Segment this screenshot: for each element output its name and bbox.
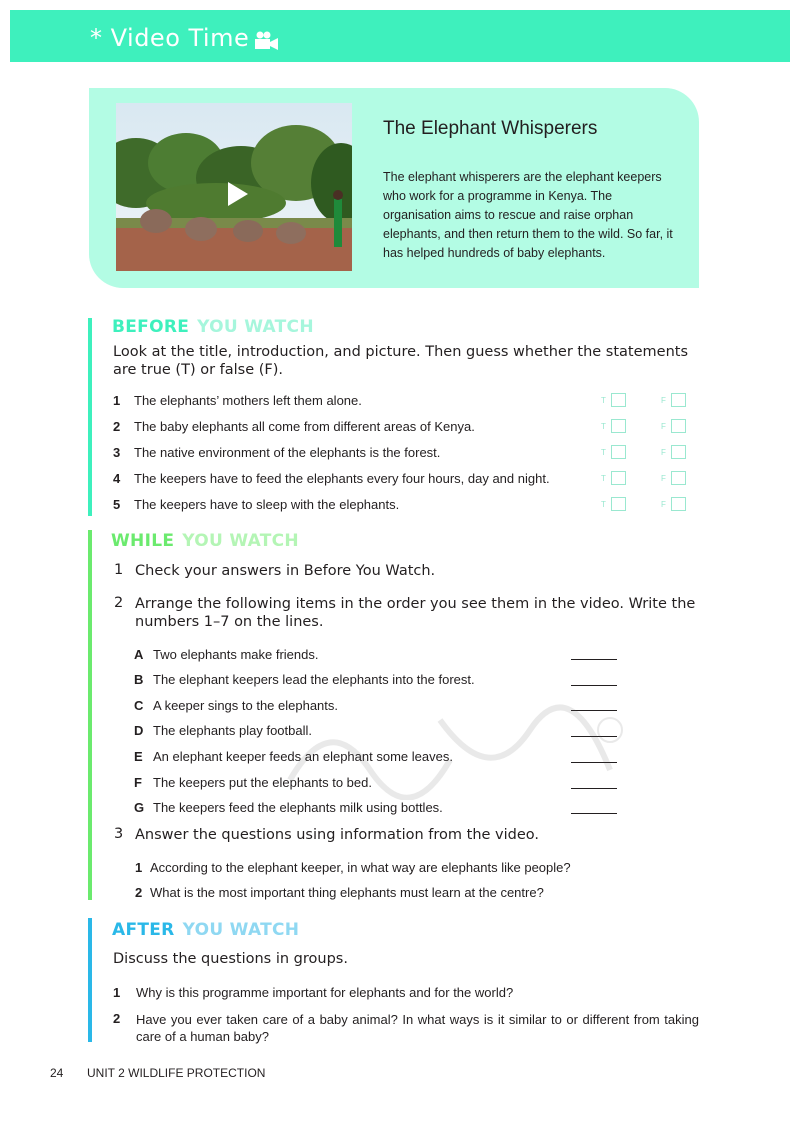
item-number: 2 [113,1011,121,1026]
item-text: The keepers have to sleep with the elephants. [134,497,400,512]
true-label: T [601,396,606,405]
item-text: According to the elephant keeper, in what way are elephants like people? [150,860,571,875]
before-heading [112,317,314,337]
true-label: T [601,448,606,457]
page-number: 24 [50,1066,64,1080]
after-heading-word1: AFTER [112,920,175,940]
video-camera-icon [252,30,280,52]
item-number: 4 [113,471,121,486]
video-title: The Elephant Whisperers [383,118,598,139]
question-number: 2 [114,595,124,611]
answer-line[interactable] [571,813,617,814]
item-text: The keepers put the elephants to bed. [153,775,372,790]
true-checkbox[interactable] [611,445,626,459]
item-text: The native environment of the elephants is the forest. [134,445,441,460]
after-heading-word2: YOU WATCH [182,920,300,940]
before-section-bar [88,318,92,516]
item-text: The elephant keepers lead the elephants into the forest. [153,672,475,687]
page-title: * Video Time [90,24,250,52]
item-text: The elephants play football. [153,723,312,738]
before-instruction: Look at the title, introduction, and picture. Then guess whether the statements are true (T) or false (F). [113,344,689,378]
true-label: T [601,474,606,483]
item-letter: G [134,800,145,815]
item-number: 1 [113,985,121,1000]
false-checkbox[interactable] [671,393,686,407]
item-letter: A [134,647,144,662]
item-letter: D [134,723,144,738]
false-checkbox[interactable] [671,419,686,433]
item-number: 1 [113,393,121,408]
before-heading-word1: BEFORE [112,317,190,337]
item-letter: B [134,672,144,687]
question-text: Answer the questions using information from the video. [135,827,540,843]
false-label: F [661,422,666,431]
true-label: T [601,500,606,509]
true-checkbox[interactable] [611,393,626,407]
true-checkbox[interactable] [611,497,626,511]
true-checkbox[interactable] [611,419,626,433]
before-heading-word2: YOU WATCH [197,317,314,337]
while-heading-word1: WHILE [111,531,175,551]
while-heading [111,531,299,551]
item-text: Have you ever taken care of a baby animal? In what ways is it similar to or different from taking care of a human baby? [136,1012,699,1044]
item-letter: C [134,698,144,713]
true-label: T [601,422,606,431]
after-instruction: Discuss the questions in groups. [113,951,348,967]
while-section-bar [88,530,92,900]
video-description: The elephant whisperers are the elephant keepers who work for a programme in Kenya. The organisation aims to rescue and raise orphan elephants, and then return them to the wild. So far, it has helped hundreds of baby elephants. [383,170,673,260]
play-icon[interactable] [226,180,250,208]
question-text: Check your answers in Before You Watch. [135,563,436,579]
question-number: 3 [114,826,124,842]
false-label: F [661,474,666,483]
answer-line[interactable] [571,685,617,686]
while-heading-word2: YOU WATCH [182,531,299,551]
false-checkbox[interactable] [671,445,686,459]
after-heading [112,920,299,940]
item-number: 3 [113,445,121,460]
item-text: Two elephants make friends. [153,647,319,662]
false-label: F [661,396,666,405]
after-section-bar [88,918,92,1042]
true-checkbox[interactable] [611,471,626,485]
item-number: 5 [113,497,121,512]
item-text: Why is this programme important for elephants and for the world? [136,985,514,1000]
item-text: A keeper sings to the elephants. [153,698,339,713]
unit-label: UNIT 2 WILDLIFE PROTECTION [87,1066,266,1080]
question-text: Arrange the following items in the order you see them in the video. Write the numbers 1–7 on the lines. [135,596,696,630]
item-number: 1 [135,860,143,875]
false-checkbox[interactable] [671,471,686,485]
item-letter: F [134,775,142,790]
watermark-seal [270,700,630,800]
item-text: The elephants’ mothers left them alone. [134,393,362,408]
item-text: An elephant keeper feeds an elephant some leaves. [153,749,453,764]
answer-line[interactable] [571,659,617,660]
item-text: What is the most important thing elephants must learn at the centre? [150,885,544,900]
item-text: The keepers feed the elephants milk using bottles. [153,800,443,815]
question-number: 1 [114,562,124,578]
item-number: 2 [135,885,143,900]
item-text: The baby elephants all come from different areas of Kenya. [134,419,475,434]
false-checkbox[interactable] [671,497,686,511]
false-label: F [661,448,666,457]
false-label: F [661,500,666,509]
item-text: The keepers have to feed the elephants every four hours, day and night. [134,471,550,486]
item-number: 2 [113,419,121,434]
item-letter: E [134,749,143,764]
